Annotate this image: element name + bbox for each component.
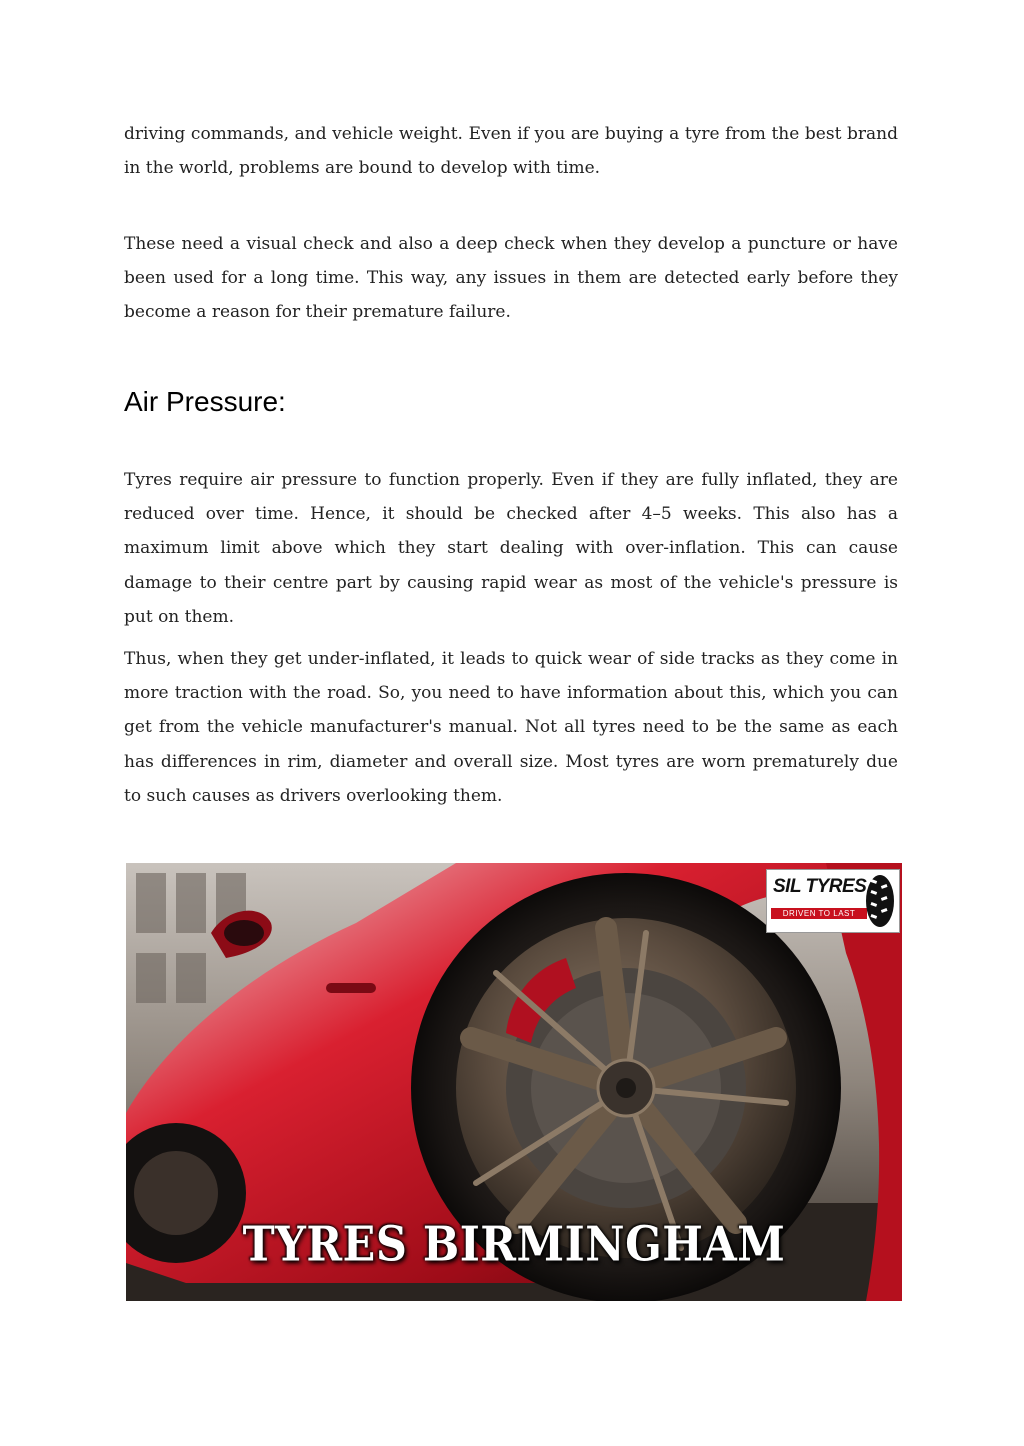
paragraph-under-inflation: Thus, when they get under-inflated, it leads to quick wear of side tracks as they come in more traction with the road. So, you need to have information about this, which you can get from the vehicle manufacturer's manual. Not all tyres need to be the same as each has differences in rim, diameter and overall size. Most tyres are worn prematurely due to such causes as drivers overlooking them.	[124, 649, 898, 806]
logo-tagline: DRIVEN TO LAST	[771, 908, 867, 919]
paragraph-air-pressure: Tyres require air pressure to function properly. Even if they are fully inflated, they are reduced over time. Hence, it should be checked after 4–5 weeks. This also has a maximum limit above which they start dealing with over-inflation. This can cause damage to their centre part by causing rapid wear as most of the vehicle's pressure is put on them.	[124, 470, 898, 627]
tyre-tread-icon	[865, 874, 895, 928]
photo-caption: TYRES BIRMINGHAM	[242, 1217, 786, 1273]
logo-name: SIL TYRES	[773, 876, 867, 897]
car-wheel-photo	[126, 863, 902, 1301]
paragraph-visual-check: These need a visual check and also a deep check when they develop a puncture or have been used for a long time. This way, any issues in them are detected early before they become a reason for their premature failure.	[124, 234, 898, 323]
paragraph-weight-intro: driving commands, and vehicle weight. Even if you are buying a tyre from the best brand in the world, problems are bound to develop with time.	[124, 124, 898, 179]
section-heading: Air Pressure:	[124, 386, 286, 417]
sil-tyres-logo	[766, 869, 900, 933]
